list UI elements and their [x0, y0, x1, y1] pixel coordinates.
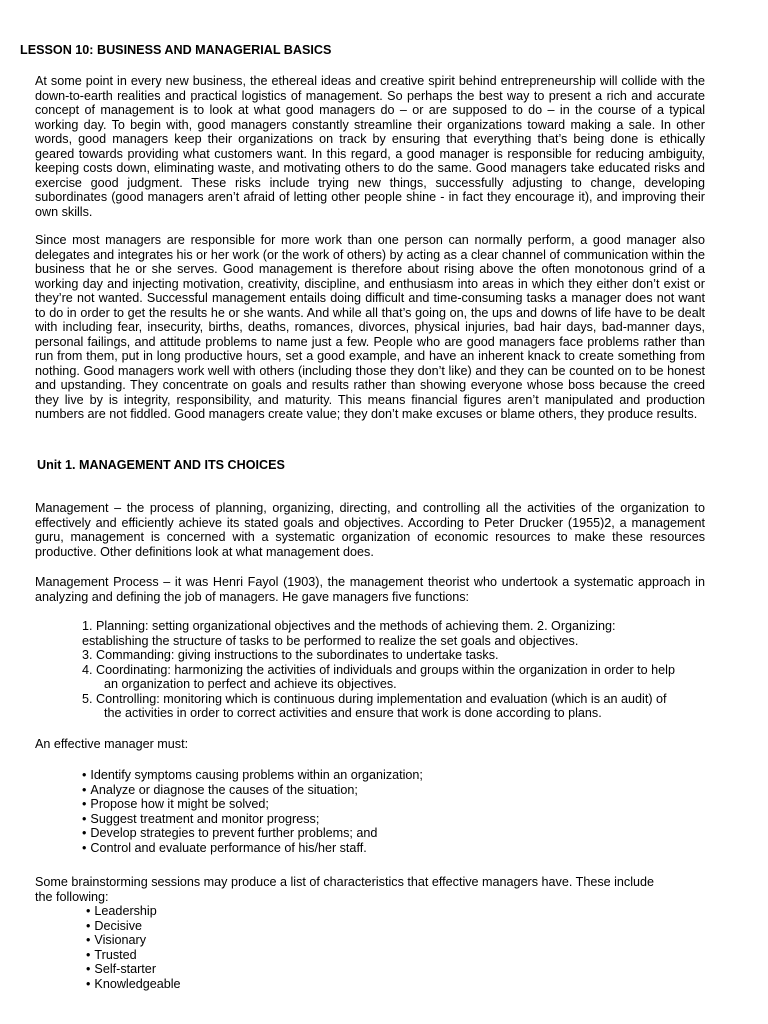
function-item [82, 619, 702, 648]
list-item: • Knowledgeable [86, 977, 181, 992]
management-definition-paragraph: Management – the process of planning, organizing, directing, and controlling all the activities of the organization to effectively and efficiently achieve its stated goals and objectives. According to Peter Drucker (1955)2, a management guru, management is concerned with a systematic organization of economic resources to make these resources productive. Other definitions look at what management does. [35, 501, 705, 559]
function-line-continued: establishing the structure of tasks to be performed to realize the set goals and objectives. [82, 633, 579, 648]
function-line-continued: the activities in order to correct activities and ensure that work is done according to plans. [104, 706, 602, 720]
list-item: • Develop strategies to prevent further problems; and [82, 826, 423, 841]
list-item: • Propose how it might be solved; [82, 797, 423, 812]
management-process-paragraph: Management Process – it was Henri Fayol (1903), the management theorist who undertook a systematic approach in analyzing and defining the job of managers. He gave managers five functions: [35, 575, 705, 604]
brainstorm-paragraph [35, 875, 715, 904]
list-item: • Trusted [86, 948, 181, 963]
effective-manager-list [82, 768, 423, 855]
function-line: 1. Planning: setting organizational objectives and the methods of achieving them. 2. Organizing: [82, 619, 616, 633]
unit-title: Unit 1. MANAGEMENT AND ITS CHOICES [37, 458, 285, 472]
function-line: 3. Commanding: giving instructions to the subordinates to undertake tasks. [82, 648, 499, 662]
function-item [82, 692, 702, 721]
function-line-continued: an organization to perfect and achieve its objectives. [104, 677, 397, 691]
function-item [82, 648, 702, 663]
brainstorm-line-continued: the following: [35, 889, 109, 904]
list-item: • Identify symptoms causing problems within an organization; [82, 768, 423, 783]
intro-paragraph: At some point in every new business, the ethereal ideas and creative spirit behind entrepreneurship will collide with the down-to-earth realities and practical logistics of management. So perhaps the best way to present a rich and accurate concept of management is to look at what good managers do – or are supposed to do – in the course of a typical working day. To begin with, good managers constantly streamline their organizations toward making a sale. In other words, good managers keep their organizations on track by ensuring that everything that’s being done is ethically geared towards providing what customers want. In this regard, a good manager is responsible for reducing ambiguity, keeping costs down, eliminating waste, and motivating others to do the same. Good managers take educated risks and exercise good judgment. These risks include trying new things, successfully adjusting to change, developing subordinates (good managers aren’t afraid of letting other people shine - in fact they encourage it), and improving their own skills. [35, 74, 705, 219]
list-item: • Leadership [86, 904, 181, 919]
list-item: • Visionary [86, 933, 181, 948]
managers-paragraph: Since most managers are responsible for more work than one person can normally perform, a good manager also delegates and integrates his or her work (or the work of others) by acting as a clear channel of communication within the business that he or she serves. Good management is therefore about rising above the often monotonous grind of a working day and injecting motivation, creativity, discipline, and enthusiasm into areas in which they either don’t exist or they’re not wanted. Successful management entails doing difficult and time-consuming tasks a manager does not want to do in order to get the results he or she wants. And while all that’s going on, the ups and downs of life have to be dealt with including fear, insecurity, births, deaths, romances, divorces, physical injuries, bad hair days, bad-manner days, personal failings, and attitude problems to name just a few. People who are good managers face problems rather than run from them, put in long productive hours, set a good example, and have an inherent knack to create something from nothing. Good managers work well with others (including those they don’t like) and they can be counted on to be honest and upstanding. They concentrate on goals and results rather than showing everyone whose boss because the creed they live by is integrity, responsibility, and maturity. This means financial figures aren’t manipulated and production numbers are not fiddled. Good managers create value; they don’t make excuses or blame others, they produce results. [35, 233, 705, 421]
lesson-title: LESSON 10: BUSINESS AND MANAGERIAL BASICS [20, 43, 332, 57]
list-item: • Analyze or diagnose the causes of the situation; [82, 783, 423, 798]
characteristics-list [86, 904, 181, 991]
list-item: • Decisive [86, 919, 181, 934]
list-item: • Self-starter [86, 962, 181, 977]
list-item: • Suggest treatment and monitor progress; [82, 812, 423, 827]
functions-list [82, 619, 702, 721]
effective-manager-intro: An effective manager must: [35, 737, 189, 751]
list-item: • Control and evaluate performance of his/her staff. [82, 841, 423, 856]
function-line: 4. Coordinating: harmonizing the activities of individuals and groups within the organization in order to help [82, 662, 675, 677]
function-line: 5. Controlling: monitoring which is continuous during implementation and evaluation (which is an audit) of [82, 691, 667, 706]
brainstorm-line: Some brainstorming sessions may produce a list of characteristics that effective managers have. These include [35, 875, 655, 889]
function-item [82, 663, 702, 692]
